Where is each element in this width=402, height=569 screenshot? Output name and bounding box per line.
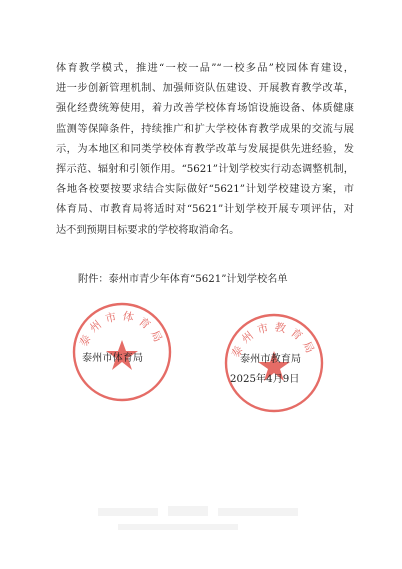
attachment-line: 附件：泰州市青少年体育“5621”计划学校名单: [78, 274, 288, 285]
body-line: 各地各校要按要求结合实际做好“5621”计划学校建设方案，市: [56, 184, 354, 196]
signature-date: 2025年4月9日: [230, 374, 300, 385]
seal-arc-text: 泰州市教育局: [229, 320, 319, 360]
body-line: 体育局、市教育局将适时对“5621”计划学校开展专项评估，对: [56, 204, 354, 216]
body-line: 挥示范、辐射和引领作用。“5621”计划学校实行动态调整机制，: [56, 163, 354, 175]
body-line: 强化经费统筹使用，着力改善学校体育场馆设施设备、体质健康: [56, 103, 354, 115]
paper-bleed-through: [88, 500, 318, 540]
body-line: 进一步创新管理机制、加强师资队伍建设、开展教育教学改革，: [56, 83, 354, 95]
body-line: 达不到预期目标要求的学校将取消命名。: [56, 224, 240, 236]
signature-org-right: 泰州市教育局: [240, 354, 302, 365]
body-line: 示，为本地区和同类学校体育教学改革与发展提供先进经验，发: [56, 143, 354, 155]
signature-org-left: 泰州市体育局: [82, 353, 144, 364]
seal-arc-text: 泰州市体育局: [77, 309, 167, 349]
body-paragraph: [56, 59, 354, 241]
body-line: 监测等保障条件，持续推广和扩大学校体育教学成果的交流与展: [56, 123, 354, 135]
body-line: 体育教学模式，推进“一校一品”“一校多品”校园体育建设，: [56, 63, 354, 74]
